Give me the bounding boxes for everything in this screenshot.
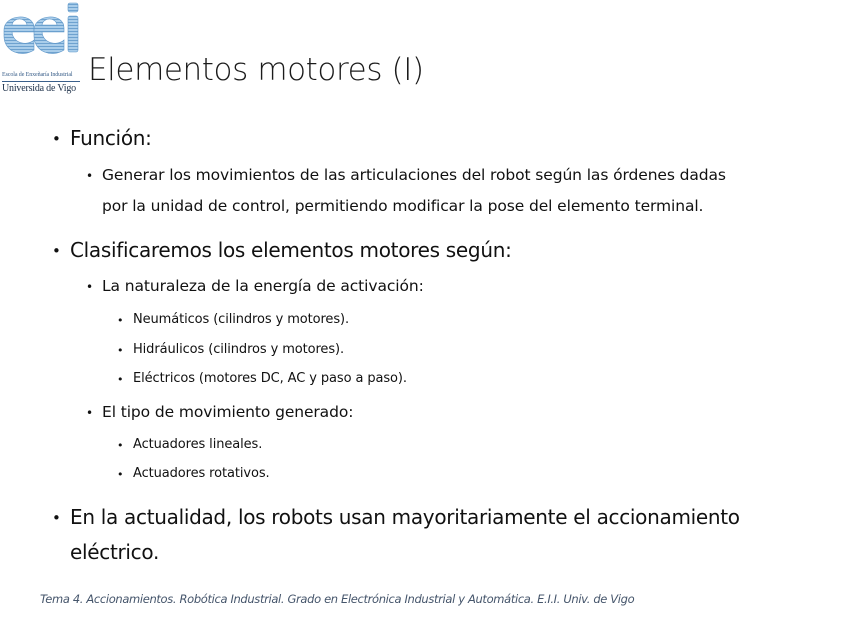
bullet-movimiento-label: El tipo de movimiento generado: [102,403,354,421]
list-item-label: Hidráulicos (cilindros y motores). [133,342,345,357]
bullet-funcion-sub-line2: por la unidad de control, permitiendo modificar la pose del elemento terminal. [102,197,704,215]
bullet-dot: • [117,344,124,357]
bullet-actualidad-line2: eléctrico. [70,540,160,564]
bullet-naturaleza-label: La naturaleza de la energía de activación: [102,277,424,295]
slide-footer: Tema 4. Accionamientos. Robótica Industrial. Grado en Electrónica Industrial y Automática. E.I.I. Univ. de Vigo [40,592,635,606]
list-item-label: Actuadores rotativos. [133,466,270,481]
logo-school-text: Escola de Enxeñaría Industrial [2,72,73,78]
bullet-funcion-sub-line1: Generar los movimientos de las articulaciones del robot según las órdenes dadas [102,166,726,184]
bullet-dot: • [86,280,93,294]
bullet-dot: • [117,439,124,452]
bullet-actualidad-line1: En la actualidad, los robots usan mayoritariamente el accionamiento [70,505,740,529]
eei-logo-mark [0,0,84,60]
bullet-dot: • [52,130,61,148]
bullet-dot: • [117,373,124,386]
eei-logo [0,0,84,100]
bullet-dot: • [117,314,124,327]
bullet-clasificacion-label: Clasificaremos los elementos motores según: [70,238,512,262]
list-item-label: Neumáticos (cilindros y motores). [133,312,349,327]
bullet-dot: • [86,406,93,420]
list-item-label: Eléctricos (motores DC, AC y paso a paso). [133,371,407,386]
bullet-dot: • [52,242,61,260]
list-item-label: Actuadores lineales. [133,437,263,452]
bullet-dot: • [52,509,61,527]
bullet-funcion-label: Función: [70,126,152,150]
logo-university-text: Universida de Vigo [2,83,76,94]
bullet-dot: • [117,468,124,481]
bullet-dot: • [86,169,93,183]
slide-title: Elementos motores (I) [88,52,424,88]
logo-divider [2,81,80,82]
